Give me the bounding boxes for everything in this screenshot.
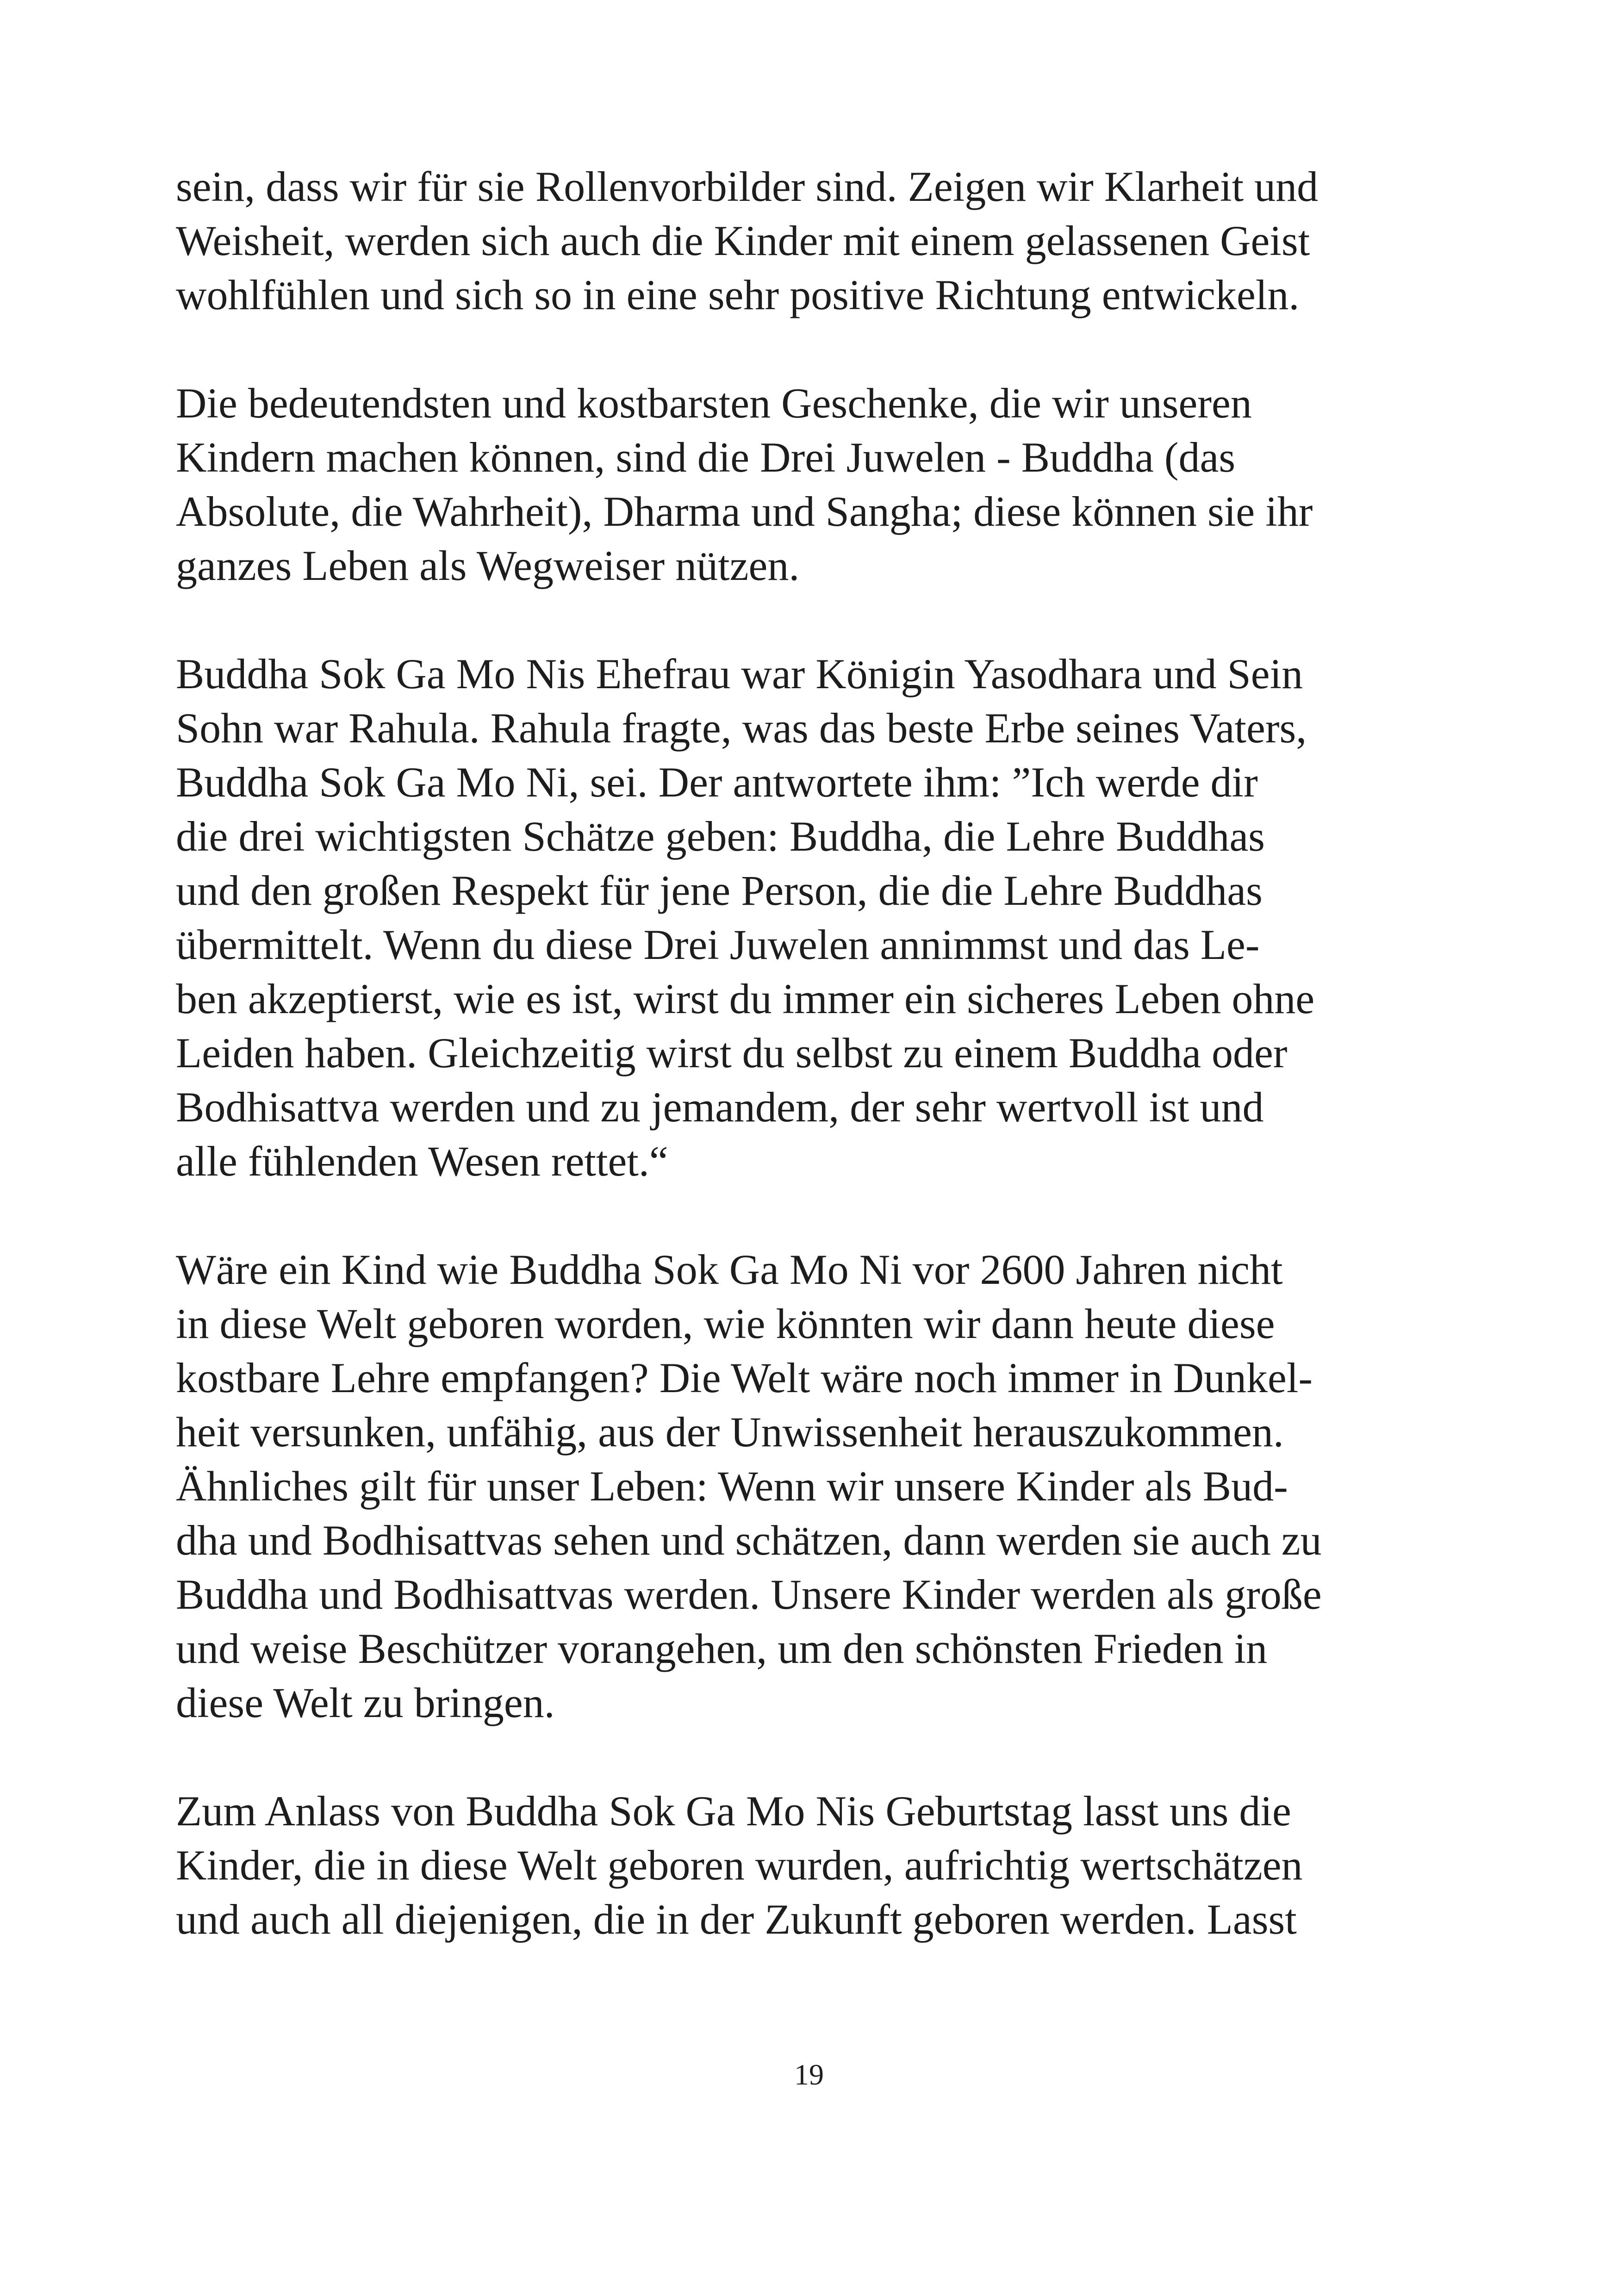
text-line: Buddha Sok Ga Mo Ni, sei. Der antwortete ihm: ”Ich werde dir xyxy=(176,759,1258,806)
text-line: übermittelt. Wenn du diese Drei Juwelen annimmst und das Le- xyxy=(176,921,1260,968)
text-line: diese Welt zu bringen. xyxy=(176,1679,555,1726)
text-line: Kindern machen können, sind die Drei Juwelen - Buddha (das xyxy=(176,434,1236,481)
text-line: und weise Beschützer vorangehen, um den schönsten Frieden in xyxy=(176,1625,1268,1672)
text-line: dha und Bodhisattvas sehen und schätzen, dann werden sie auch zu xyxy=(176,1517,1322,1564)
text-line: wohlfühlen und sich so in eine sehr positive Richtung entwickeln. xyxy=(176,271,1300,318)
text-line: alle fühlenden Wesen rettet.“ xyxy=(176,1138,668,1185)
paragraph-1 xyxy=(176,160,1453,322)
text-line: Weisheit, werden sich auch die Kinder mit einem gelassenen Geist xyxy=(176,217,1310,264)
text-line: ganzes Leben als Wegweiser nützen. xyxy=(176,542,800,589)
paragraph-4 xyxy=(176,1243,1453,1730)
text-line: Absolute, die Wahrheit), Dharma und Sangha; diese können sie ihr xyxy=(176,488,1313,535)
paragraph-3 xyxy=(176,647,1453,1188)
paragraph-2 xyxy=(176,376,1453,593)
paragraph-5 xyxy=(176,1784,1453,1947)
body-text xyxy=(176,160,1453,2001)
text-line: in diese Welt geboren worden, wie könnten wir dann heute diese xyxy=(176,1300,1275,1347)
text-line: Wäre ein Kind wie Buddha Sok Ga Mo Ni vor 2600 Jahren nicht xyxy=(176,1246,1283,1293)
text-line: Die bedeutendsten und kostbarsten Geschenke, die wir unseren xyxy=(176,380,1252,427)
text-line: kostbare Lehre empfangen? Die Welt wäre noch immer in Dunkel- xyxy=(176,1354,1313,1401)
text-line: Leiden haben. Gleichzeitig wirst du selbst zu einem Buddha oder xyxy=(176,1029,1288,1076)
text-line: Sohn war Rahula. Rahula fragte, was das beste Erbe seines Vaters, xyxy=(176,704,1307,752)
text-line: Buddha und Bodhisattvas werden. Unsere Kinder werden als große xyxy=(176,1571,1322,1618)
text-line: sein, dass wir für sie Rollenvorbilder sind. Zeigen wir Klarheit und xyxy=(176,163,1319,210)
text-line: Kinder, die in diese Welt geboren wurden, aufrichtig wertschätzen xyxy=(176,1842,1303,1889)
text-line: die drei wichtigsten Schätze geben: Buddha, die Lehre Buddhas xyxy=(176,813,1265,860)
text-line: Ähnliches gilt für unser Leben: Wenn wir unsere Kinder als Bud- xyxy=(176,1462,1288,1510)
text-line: und auch all diejenigen, die in der Zukunft geboren werden. Lasst xyxy=(176,1896,1297,1943)
text-line: heit versunken, unfähig, aus der Unwissenheit herauszukommen. xyxy=(176,1408,1284,1456)
text-line: Buddha Sok Ga Mo Nis Ehefrau war Königin Yasodhara und Sein xyxy=(176,650,1303,697)
text-line: ben akzeptierst, wie es ist, wirst du immer ein sicheres Leben ohne xyxy=(176,975,1315,1022)
text-line: Bodhisattva werden und zu jemandem, der sehr wertvoll ist und xyxy=(176,1083,1264,1131)
page-number: 19 xyxy=(794,2058,824,2091)
text-line: Zum Anlass von Buddha Sok Ga Mo Nis Geburtstag lasst uns die xyxy=(176,1787,1291,1835)
text-line: und den großen Respekt für jene Person, die die Lehre Buddhas xyxy=(176,867,1263,914)
